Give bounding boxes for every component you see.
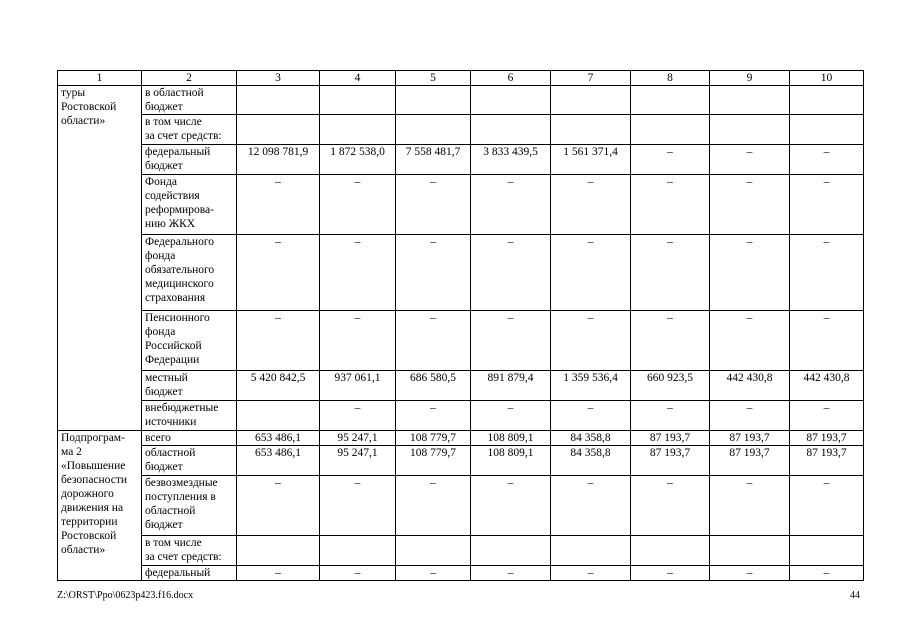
value-cell bbox=[631, 536, 710, 566]
value-cell: 108 809,1 bbox=[471, 431, 551, 446]
value-cell bbox=[551, 536, 631, 566]
value-cell: 937 061,1 bbox=[320, 371, 396, 401]
value-cell: – bbox=[237, 476, 320, 536]
value-cell: – bbox=[471, 476, 551, 536]
value-cell bbox=[790, 86, 864, 115]
value-cell: – bbox=[790, 566, 864, 581]
value-cell: – bbox=[237, 235, 320, 311]
source-label-cell bbox=[142, 431, 237, 446]
value-cell: – bbox=[710, 145, 790, 175]
value-cell: – bbox=[631, 145, 710, 175]
value-cell: 87 193,7 bbox=[790, 431, 864, 446]
value-cell: 87 193,7 bbox=[631, 446, 710, 476]
value-cell bbox=[320, 536, 396, 566]
value-cell: – bbox=[471, 401, 551, 431]
value-cell: 108 779,7 bbox=[396, 431, 471, 446]
value-cell: – bbox=[471, 311, 551, 371]
header-cell: 10 bbox=[790, 71, 864, 86]
source-label-cell bbox=[142, 86, 237, 115]
source-label-cell bbox=[142, 476, 237, 536]
value-cell: – bbox=[710, 311, 790, 371]
value-cell: 87 193,7 bbox=[631, 431, 710, 446]
value-cell bbox=[631, 115, 710, 145]
table-row bbox=[58, 536, 864, 566]
value-cell: 1 359 536,4 bbox=[551, 371, 631, 401]
value-cell: 108 809,1 bbox=[471, 446, 551, 476]
value-cell: – bbox=[320, 311, 396, 371]
source-label: внебюджетные источники bbox=[145, 402, 219, 428]
header-cell: 6 bbox=[471, 71, 551, 86]
value-cell: – bbox=[396, 311, 471, 371]
value-cell bbox=[551, 86, 631, 115]
source-label: в областной бюджет bbox=[145, 87, 204, 113]
value-cell: – bbox=[710, 235, 790, 311]
group-label-text: туры Ростовской области» bbox=[61, 87, 117, 127]
source-label: Пенсионного фонда Российской Федерации bbox=[145, 312, 210, 366]
group-label-text: Подпрограм- ма 2 «Повышение безопасности дорожного движения на территории Ростовской области» bbox=[61, 432, 128, 556]
value-cell bbox=[551, 115, 631, 145]
table-row bbox=[58, 115, 864, 145]
value-cell bbox=[396, 115, 471, 145]
value-cell: 12 098 781,9 bbox=[237, 145, 320, 175]
value-cell: 5 420 842,5 bbox=[237, 371, 320, 401]
table-row bbox=[58, 86, 864, 115]
source-label-cell bbox=[142, 145, 237, 175]
value-cell bbox=[237, 86, 320, 115]
value-cell: – bbox=[790, 145, 864, 175]
value-cell: – bbox=[710, 566, 790, 581]
source-label: всего bbox=[145, 432, 171, 444]
source-label: местный бюджет bbox=[145, 372, 188, 398]
value-cell: – bbox=[631, 311, 710, 371]
source-label-cell bbox=[142, 175, 237, 235]
value-cell: – bbox=[237, 311, 320, 371]
value-cell: – bbox=[631, 235, 710, 311]
value-cell bbox=[237, 536, 320, 566]
source-label: Фонда содействия реформирова- нию ЖКХ bbox=[145, 176, 214, 230]
table-row bbox=[58, 311, 864, 371]
source-label-cell bbox=[142, 115, 237, 145]
value-cell: – bbox=[237, 566, 320, 581]
value-cell bbox=[631, 86, 710, 115]
value-cell: 442 430,8 bbox=[790, 371, 864, 401]
value-cell: 442 430,8 bbox=[710, 371, 790, 401]
value-cell bbox=[790, 115, 864, 145]
value-cell: – bbox=[631, 476, 710, 536]
source-label-cell bbox=[142, 401, 237, 431]
value-cell bbox=[471, 536, 551, 566]
source-label: безвозмездные поступления в областной бюджет bbox=[145, 477, 218, 531]
header-cell: 4 bbox=[320, 71, 396, 86]
source-label-cell bbox=[142, 566, 237, 581]
value-cell: – bbox=[631, 401, 710, 431]
table-row bbox=[58, 566, 864, 581]
value-cell: – bbox=[396, 401, 471, 431]
table-row bbox=[58, 175, 864, 235]
value-cell: – bbox=[631, 175, 710, 235]
value-cell: 653 486,1 bbox=[237, 431, 320, 446]
value-cell: – bbox=[790, 401, 864, 431]
value-cell bbox=[237, 115, 320, 145]
value-cell bbox=[471, 115, 551, 145]
header-cell: 2 bbox=[142, 71, 237, 86]
value-cell: 660 923,5 bbox=[631, 371, 710, 401]
value-cell: – bbox=[631, 566, 710, 581]
value-cell: – bbox=[237, 175, 320, 235]
value-cell: – bbox=[551, 235, 631, 311]
value-cell: – bbox=[471, 175, 551, 235]
table-row bbox=[58, 476, 864, 536]
source-label-cell bbox=[142, 371, 237, 401]
table-body bbox=[58, 71, 864, 581]
value-cell: – bbox=[396, 476, 471, 536]
value-cell: 653 486,1 bbox=[237, 446, 320, 476]
table-row bbox=[58, 446, 864, 476]
source-label-cell bbox=[142, 446, 237, 476]
header-row bbox=[58, 71, 864, 86]
page-number: 44 bbox=[850, 590, 860, 601]
source-label: областной бюджет bbox=[145, 447, 196, 473]
source-label-cell bbox=[142, 311, 237, 371]
value-cell: – bbox=[551, 311, 631, 371]
source-label-cell bbox=[142, 536, 237, 566]
value-cell: – bbox=[790, 311, 864, 371]
value-cell: – bbox=[320, 566, 396, 581]
group-label-1 bbox=[58, 86, 142, 431]
value-cell: – bbox=[710, 175, 790, 235]
value-cell: – bbox=[396, 175, 471, 235]
value-cell bbox=[710, 536, 790, 566]
table-row bbox=[58, 235, 864, 311]
source-label: в том числе за счет средств: bbox=[145, 116, 222, 142]
header-cell: 3 bbox=[237, 71, 320, 86]
header-cell: 9 bbox=[710, 71, 790, 86]
value-cell: – bbox=[471, 566, 551, 581]
value-cell: 1 872 538,0 bbox=[320, 145, 396, 175]
value-cell: 87 193,7 bbox=[790, 446, 864, 476]
value-cell bbox=[320, 115, 396, 145]
value-cell bbox=[790, 536, 864, 566]
header-cell: 7 bbox=[551, 71, 631, 86]
table-row bbox=[58, 371, 864, 401]
table-row bbox=[58, 145, 864, 175]
source-label: федеральный бюджет bbox=[145, 146, 211, 172]
budget-table bbox=[57, 70, 864, 581]
value-cell: – bbox=[551, 476, 631, 536]
value-cell: – bbox=[320, 235, 396, 311]
value-cell bbox=[710, 115, 790, 145]
value-cell: – bbox=[551, 175, 631, 235]
value-cell: 84 358,8 bbox=[551, 431, 631, 446]
value-cell: – bbox=[710, 476, 790, 536]
value-cell bbox=[237, 401, 320, 431]
value-cell: – bbox=[320, 401, 396, 431]
header-cell: 8 bbox=[631, 71, 710, 86]
value-cell: – bbox=[790, 175, 864, 235]
source-label-cell bbox=[142, 235, 237, 311]
value-cell: – bbox=[551, 566, 631, 581]
source-label: Федерального фонда обязательного медицинского страхования bbox=[145, 236, 215, 304]
source-label: в том числе за счет средств: bbox=[145, 537, 222, 563]
header-cell: 5 bbox=[396, 71, 471, 86]
value-cell: – bbox=[710, 401, 790, 431]
value-cell: – bbox=[790, 476, 864, 536]
value-cell: 95 247,1 bbox=[320, 431, 396, 446]
value-cell: 84 358,8 bbox=[551, 446, 631, 476]
value-cell bbox=[710, 86, 790, 115]
value-cell bbox=[396, 536, 471, 566]
value-cell bbox=[396, 86, 471, 115]
value-cell: 95 247,1 bbox=[320, 446, 396, 476]
table-row bbox=[58, 431, 864, 446]
value-cell: – bbox=[790, 235, 864, 311]
footer-file-path: Z:\ORST\Ppo\0623p423.f16.docx bbox=[57, 590, 194, 601]
value-cell: 108 779,7 bbox=[396, 446, 471, 476]
value-cell bbox=[320, 86, 396, 115]
value-cell: – bbox=[396, 235, 471, 311]
value-cell: 686 580,5 bbox=[396, 371, 471, 401]
group-label-2 bbox=[58, 431, 142, 581]
value-cell: – bbox=[320, 175, 396, 235]
value-cell: 3 833 439,5 bbox=[471, 145, 551, 175]
source-label: федеральный bbox=[145, 567, 211, 579]
value-cell: 891 879,4 bbox=[471, 371, 551, 401]
value-cell bbox=[471, 86, 551, 115]
table-row bbox=[58, 401, 864, 431]
value-cell: 1 561 371,4 bbox=[551, 145, 631, 175]
value-cell: 87 193,7 bbox=[710, 431, 790, 446]
value-cell: – bbox=[320, 476, 396, 536]
value-cell: – bbox=[551, 401, 631, 431]
value-cell: – bbox=[471, 235, 551, 311]
value-cell: 87 193,7 bbox=[710, 446, 790, 476]
header-cell: 1 bbox=[58, 71, 142, 86]
value-cell: 7 558 481,7 bbox=[396, 145, 471, 175]
value-cell: – bbox=[396, 566, 471, 581]
